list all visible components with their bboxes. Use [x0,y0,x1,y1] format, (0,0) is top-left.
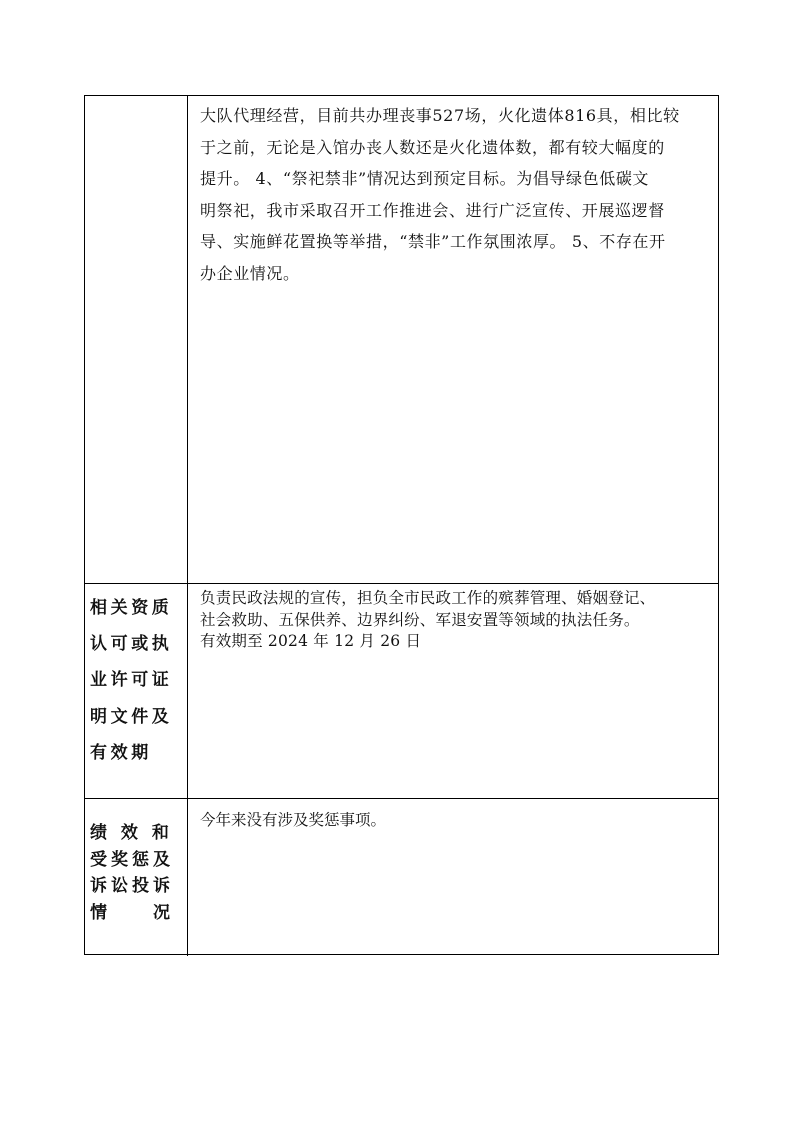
qualification-text [200,588,712,653]
performance-label [90,820,174,926]
table-row-ongoing [85,96,718,584]
performance-text: 今年来没有涉及奖惩事项。 [200,811,387,829]
content-line: 办企业情况。 [200,263,300,283]
label-line: 受奖惩及 [90,849,174,870]
row-value [188,799,718,956]
content-line: 社会救助、五保供养、边界纠纷、军退安置等领域的执法任务。 [200,610,640,629]
content-paragraph [200,100,712,290]
content-line: 负责民政法规的宣传，担负全市民政工作的殡葬管理、婚姻登记、 [200,589,656,607]
row-label [85,799,188,956]
label-line: 认可或执 [90,634,173,655]
row-value [188,96,718,583]
content-line: 明祭祀，我市采取召开工作推进会、进行广泛宣传、开展巡逻督 [200,200,665,220]
content-line: 于之前，无论是入馆办丧人数还是火化遗体数，都有较大幅度的 [200,137,665,157]
info-table [84,95,719,955]
label-line: 有效期 [90,742,152,763]
content-line: 大队代理经营，目前共办理丧事527场，火化遗体816具，相比较 [200,106,680,125]
content-line: 提升。 4、“祭祀禁非”情况达到预定目标。为倡导绿色低碳文 [200,169,650,189]
label-line: 绩 效 和 [90,823,173,843]
row-label [85,584,188,798]
label-line: 相关资质 [90,598,173,618]
label-line: 明文件及 [90,706,173,727]
label-line: 业许可证 [90,670,173,691]
table-row-qualification [85,584,718,799]
content-line: 有效期至 2024 年 12 月 26 日 [200,632,422,650]
content-line: 导、实施鲜花置换等举措，“禁非”工作氛围浓厚。 5、不存在开 [200,232,666,252]
label-line: 情 况 [90,902,174,923]
row-value [188,584,718,798]
table-row-performance [85,799,718,956]
row-label-empty [85,96,188,583]
label-line: 诉讼投诉 [90,876,174,896]
qualification-label [90,590,172,771]
